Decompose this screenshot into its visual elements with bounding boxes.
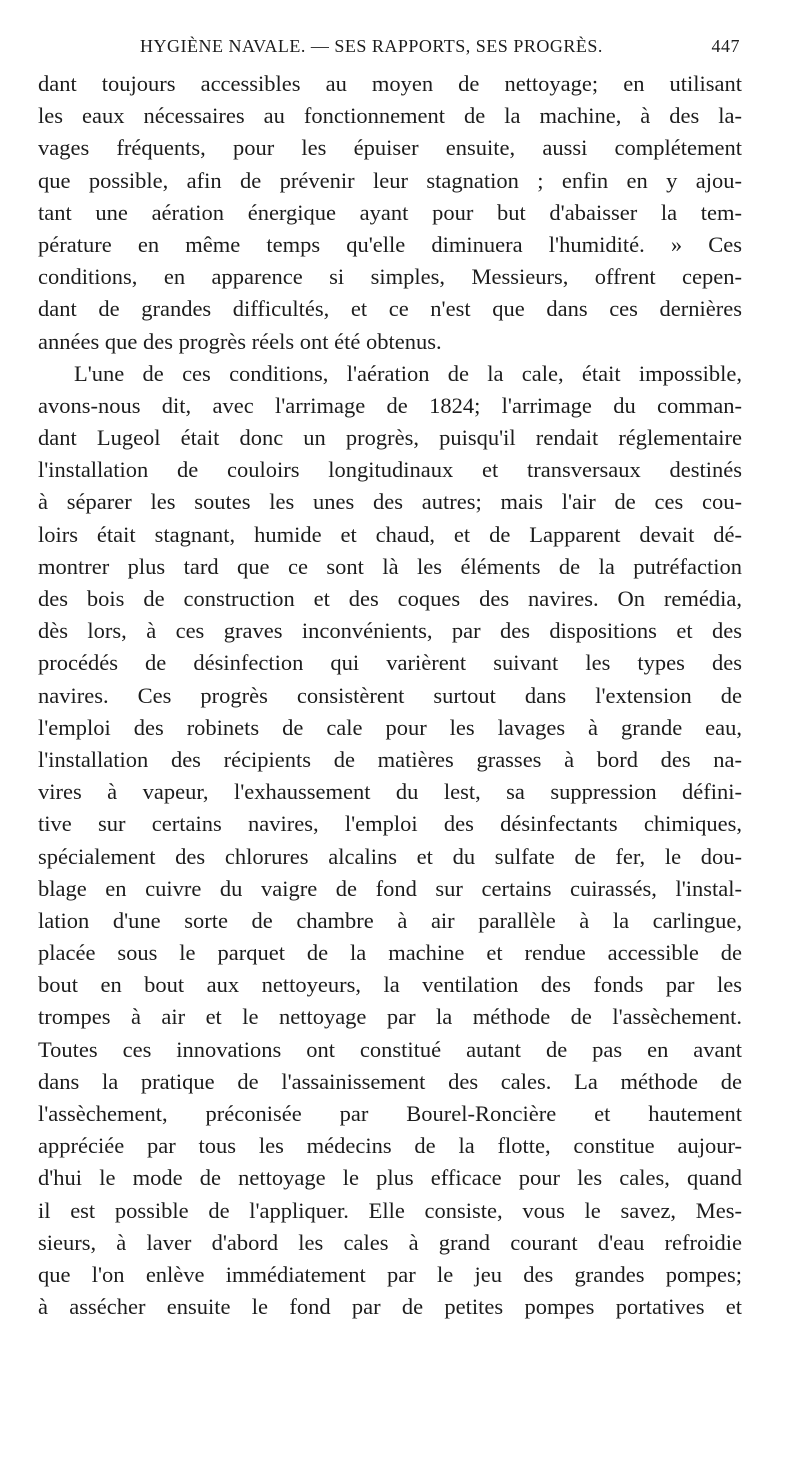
text-line: dant Lugeol était donc un progrès, puisqu'il rendait réglementaire: [38, 425, 742, 451]
text-line: avons-nous dit, avec l'arrimage de 1824; l'arrimage du comman-: [38, 392, 742, 418]
text-line: dès lors, à ces graves inconvénients, par des dispositions et des: [38, 618, 742, 644]
text-line: blage en cuivre du vaigre de fond sur certains cuirassés, l'instal-: [38, 875, 742, 901]
text-line: à assécher ensuite le fond par de petites pompes portatives et: [38, 1294, 742, 1320]
text-line: bout en bout aux nettoyeurs, la ventilation des fonds par les: [38, 972, 742, 998]
text-line: sieurs, à laver d'abord les cales à grand courant d'eau refroidie: [38, 1229, 742, 1255]
text-line: dant toujours accessibles au moyen de nettoyage; en utilisant: [38, 71, 742, 96]
running-title: HYGIÈNE NAVALE. — SES RAPPORTS, SES PROGRÈS.: [140, 36, 603, 56]
text-line: d'hui le mode de nettoyage le plus efficace pour les cales, quand: [38, 1165, 742, 1191]
text-line: dant de grandes difficultés, et ce n'est que dans ces dernières: [38, 296, 742, 322]
text-line: conditions, en apparence si simples, Messieurs, offrent cepen-: [38, 264, 742, 290]
text-line: montrer plus tard que ce sont là les éléments de la putréfaction: [38, 553, 742, 579]
page-number: 447: [711, 36, 740, 56]
paragraph-start-line: L'une de ces conditions, l'aération de la cale, était impossible,: [74, 360, 742, 386]
text-line: l'installation des récipients de matières grasses à bord des na-: [38, 746, 742, 772]
text-line: que l'on enlève immédiatement par le jeu des grandes pompes;: [38, 1261, 742, 1287]
text-line: spécialement des chlorures alcalins et du sulfate de fer, le dou-: [38, 843, 742, 869]
text-line: l'installation de couloirs longitudinaux et transversaux destinés: [38, 457, 742, 483]
text-line: les eaux nécessaires au fonctionnement de la machine, à des la-: [38, 103, 742, 129]
text-line: pérature en même temps qu'elle diminuera l'humidité. » Ces: [38, 231, 742, 257]
text-line: tant une aération énergique ayant pour but d'abaisser la tem-: [38, 199, 742, 225]
text-line: placée sous le parquet de la machine et rendue accessible de: [38, 940, 742, 966]
text-line: procédés de désinfection qui varièrent suivant les types des: [38, 650, 742, 676]
text-line: lation d'une sorte de chambre à air parallèle à la carlingue,: [38, 907, 742, 933]
text-line: dans la pratique de l'assainissement des cales. La méthode de: [38, 1068, 742, 1094]
text-line: il est possible de l'appliquer. Elle consiste, vous le savez, Mes-: [38, 1197, 742, 1223]
body-text: [38, 68, 742, 1323]
running-head: [40, 36, 740, 60]
text-line: vires à vapeur, l'exhaussement du lest, sa suppression défini-: [38, 779, 742, 805]
text-line: que possible, afin de prévenir leur stagnation ; enfin en y ajou-: [38, 167, 742, 193]
text-line: Toutes ces innovations ont constitué autant de pas en avant: [38, 1036, 742, 1062]
text-line: l'assèchement, préconisée par Bourel-Roncière et hautement: [38, 1101, 742, 1126]
text-line: à séparer les soutes les unes des autres; mais l'air de ces cou-: [38, 489, 742, 515]
text-line: loirs était stagnant, humide et chaud, et de Lapparent devait dé-: [38, 521, 742, 547]
text-line: trompes à air et le nettoyage par la méthode de l'assèchement.: [38, 1004, 742, 1030]
paragraph-end-line: années que des progrès réels ont été obtenus.: [38, 328, 442, 354]
text-line: navires. Ces progrès consistèrent surtout dans l'extension de: [38, 682, 742, 708]
text-line: tive sur certains navires, l'emploi des désinfectants chimiques,: [38, 811, 742, 837]
text-line: des bois de construction et des coques des navires. On remédia,: [38, 586, 742, 611]
text-line: l'emploi des robinets de cale pour les lavages à grande eau,: [38, 714, 742, 740]
text-line: vages fréquents, pour les épuiser ensuite, aussi complétement: [38, 135, 742, 161]
text-line: appréciée par tous les médecins de la flotte, constitue aujour-: [38, 1133, 742, 1159]
